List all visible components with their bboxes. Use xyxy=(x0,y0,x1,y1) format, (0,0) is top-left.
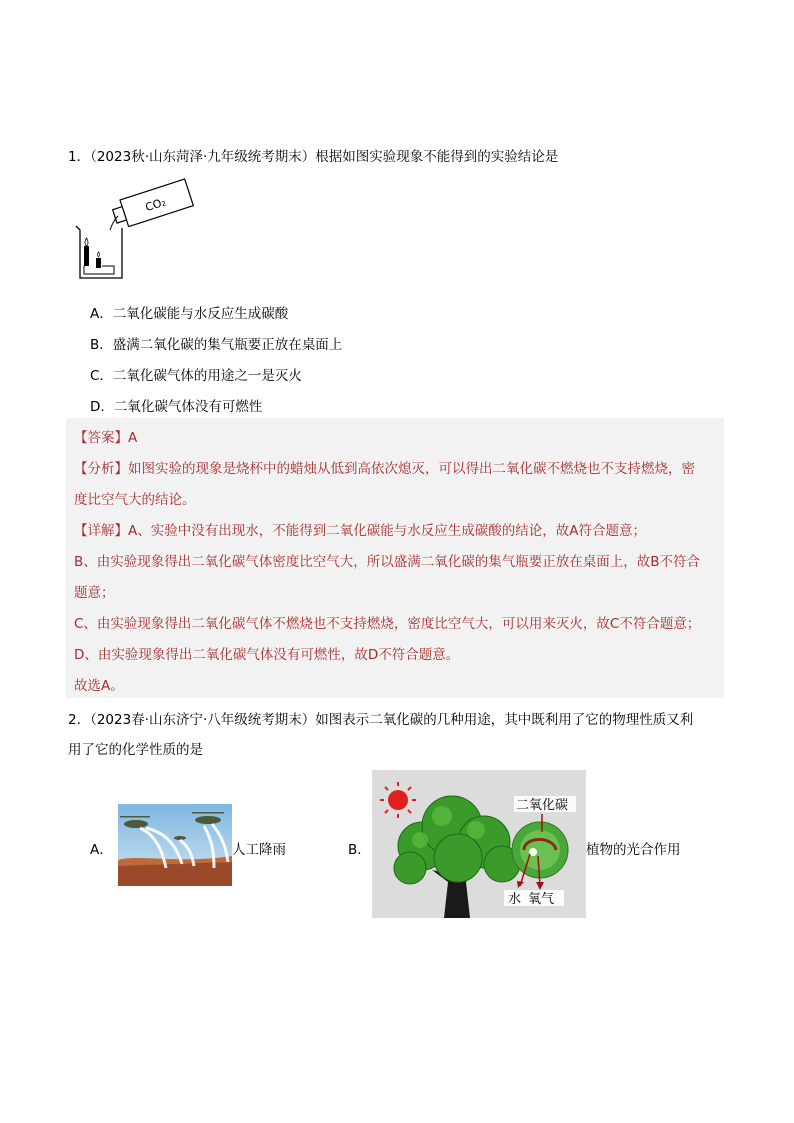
q2-option-a-caption: 人工降雨 xyxy=(232,842,286,858)
artificial-rain-image xyxy=(118,804,232,886)
photosynthesis-tree-image xyxy=(372,770,586,918)
q2-option-b-letter: B． xyxy=(348,842,371,858)
q2-stem-line-1: 2．（2023春·山东济宁·八年级统考期末）如图表示二氧化碳的几种用途，其中既利用了它的物理性质又利 xyxy=(68,712,694,728)
q1-detail-line-5: D、由实验现象得出二氧化碳气体没有可燃性，故D不符合题意。 xyxy=(74,647,460,663)
q1-detail-line-1: 【详解】A、实验中没有出现水，不能得到二氧化碳能与水反应生成碳酸的结论，故A符合题意； xyxy=(74,523,646,539)
q1-option-c: C．二氧化碳气体的用途之一是灭火 xyxy=(90,368,302,384)
oxygen-label: 氧气 xyxy=(528,892,555,907)
q2-option-a-letter: A． xyxy=(90,842,113,858)
q1-detail-line-6: 故选A。 xyxy=(74,678,124,694)
co2-tree-label: 二氧化碳 xyxy=(516,798,569,813)
q2-option-b-caption: 植物的光合作用 xyxy=(586,842,681,858)
q1-option-d: D．二氧化碳气体没有可燃性 xyxy=(90,399,263,415)
q2-stem-line-2: 用了它的化学性质的是 xyxy=(68,742,203,758)
q1-option-b: B．盛满二氧化碳的集气瓶要正放在桌面上 xyxy=(90,337,343,353)
q1-detail-line-3: 题意； xyxy=(74,585,115,601)
q1-detail-line-4: C、由实验现象得出二氧化碳气体不燃烧也不支持燃烧，密度比空气大，可以用来灭火，故C不符合题意； xyxy=(74,616,701,632)
q1-analysis-line-2: 度比空气大的结论。 xyxy=(74,492,196,508)
water-label: 水 xyxy=(508,892,522,907)
co2-label: CO₂ xyxy=(143,195,168,215)
q1-stem: 1．（2023秋·山东菏泽·九年级统考期末）根据如图实验现象不能得到的实验结论是 xyxy=(68,149,559,165)
q1-answer: 【答案】A xyxy=(74,430,138,446)
co2-beaker-figure xyxy=(74,178,196,282)
q1-analysis-line-1: 【分析】如图实验的现象是烧杯中的蜡烛从低到高依次熄灭，可以得出二氧化碳不燃烧也不支持燃烧，密 xyxy=(74,461,695,477)
q1-detail-line-2: B、由实验现象得出二氧化碳气体密度比空气大，所以盛满二氧化碳的集气瓶要正放在桌面上，故B不符合 xyxy=(74,554,701,570)
q1-option-a: A．二氧化碳能与水反应生成碳酸 xyxy=(90,306,289,322)
